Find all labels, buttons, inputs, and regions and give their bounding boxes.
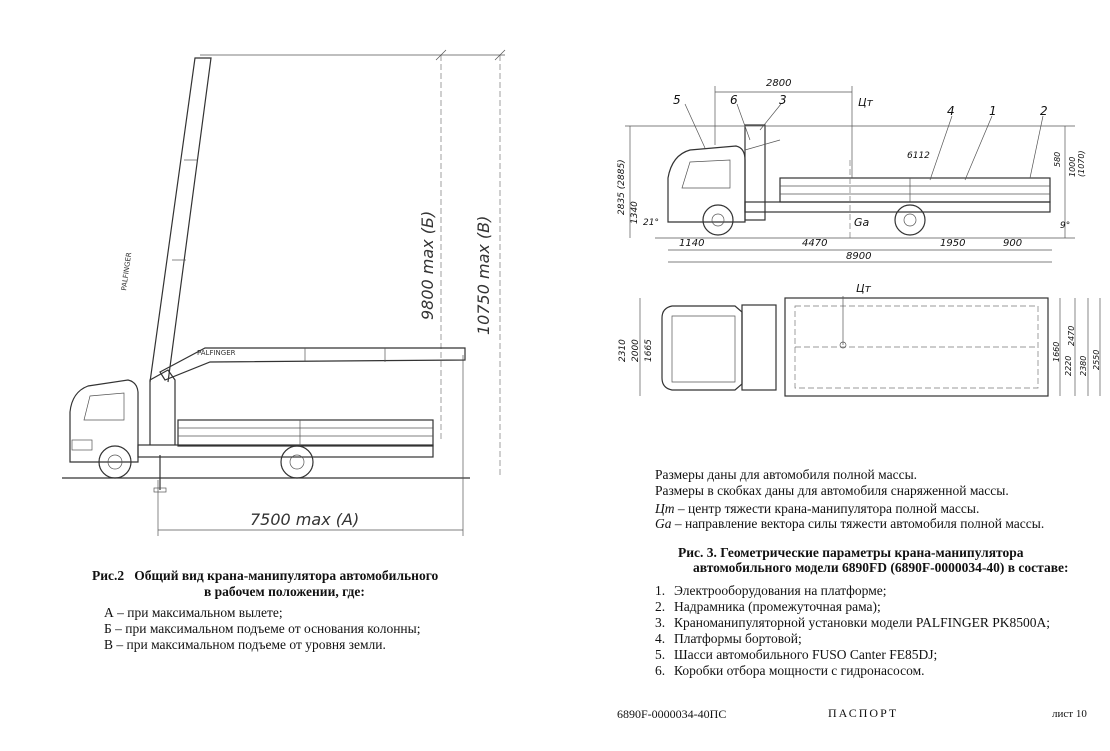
top-crane	[742, 305, 776, 390]
dim-b-label: 9800 max (Б)	[418, 210, 437, 320]
list-item: 1. Электрооборудования на платформе;	[655, 583, 887, 598]
list-item: 5. Шасси автомобильного FUSO Canter FE85DJ;	[655, 647, 938, 662]
fig3-caption-line2: автомобильного модели 6890FD (6890F-0000034-40) в составе:	[693, 560, 1069, 575]
dim-4470: 4470	[802, 238, 828, 249]
brand-arm-label: PALFINGER	[197, 349, 236, 357]
fig2-note-c: В – при максимальном подъеме от уровня земли.	[104, 637, 386, 652]
note-brackets: Размеры в скобках даны для автомобиля снаряженной массы.	[655, 483, 1009, 498]
list-item: 2. Надрамника (промежуточная рама);	[655, 599, 881, 614]
top-cab	[662, 306, 742, 390]
dim-c-label: 10750 max (В)	[474, 215, 493, 335]
fig2-note-b: Б – при максимальном подъеме от основания колонны;	[104, 621, 421, 636]
dim-1665: 1665	[644, 339, 654, 362]
legend-ct	[655, 501, 979, 517]
list-item: 4. Платформы бортовой;	[655, 631, 802, 646]
footer-sheet: лист 10	[1052, 708, 1087, 720]
dim-2380: 2380	[1079, 355, 1088, 376]
gravity-center-top: Цт	[856, 282, 871, 295]
dim-2310: 2310	[618, 339, 628, 362]
legend-ga	[655, 516, 1044, 532]
legend-ct-text: – центр тяжести крана-манипулятора полной массы.	[674, 501, 980, 516]
dim-a-label: 7500 max (А)	[250, 510, 360, 529]
fig2-caption-line2: в рабочем положении, где:	[204, 584, 365, 599]
callout-2: 2	[1040, 104, 1048, 118]
list-item: 6. Коробки отбора мощности с гидронасосом.	[655, 663, 925, 678]
dim-2220: 2220	[1064, 355, 1073, 376]
list-item: 3. Краноманипуляторной установки модели PALFINGER PK8500A;	[655, 615, 1051, 630]
fig2-label: Рис.2	[92, 568, 125, 583]
callout-5: 5	[673, 93, 681, 107]
callout-1: 1	[989, 104, 997, 118]
legend-ga-text: – направление вектора силы тяжести автомобиля полной массы.	[671, 516, 1045, 531]
fig2-title: Общий вид крана-манипулятора автомобильного	[134, 568, 439, 583]
angle-front: 21°	[643, 218, 659, 228]
note-full-mass: Размеры даны для автомобиля полной массы.	[655, 467, 918, 482]
dim-580: 580	[1053, 151, 1062, 167]
dim-1000: 1000 (1070)	[1068, 150, 1086, 177]
dim-1660: 1660	[1052, 341, 1061, 362]
legend-ct-symbol: Цт	[655, 501, 675, 516]
gravity-vector-side: Ga	[854, 216, 870, 229]
footer-doc-code: 6890F-0000034-40ПС	[617, 707, 727, 721]
dim-2000: 2000	[631, 339, 641, 362]
fig2-note-a: А – при максимальном вылете;	[104, 605, 283, 620]
callout-4: 4	[947, 104, 955, 118]
dim-2470: 2470	[1067, 325, 1076, 346]
fig3-caption-line1: Рис. 3. Геометрические параметры крана-манипулятора	[678, 545, 1024, 560]
dim-1140: 1140	[679, 238, 705, 249]
footer-doc-type: ПАСПОРТ	[828, 706, 899, 720]
gravity-center-side: Цт	[858, 96, 873, 109]
fig2-caption-line1	[92, 568, 438, 584]
brand-boom-label: PALFINGER	[120, 251, 134, 292]
parts-list	[655, 583, 1050, 679]
angle-rear: 9°	[1060, 221, 1071, 231]
dim-1950: 1950	[940, 238, 966, 249]
dim-900: 900	[1003, 238, 1023, 249]
legend-ga-symbol: Ga	[655, 516, 672, 531]
callout-3: 3	[779, 93, 787, 107]
dim-1340: 1340	[630, 201, 640, 224]
dim-2550: 2550	[1092, 349, 1101, 370]
dim-6112: 6112	[907, 151, 930, 161]
dim-2800: 2800	[766, 78, 792, 89]
callout-6: 6	[730, 93, 738, 107]
dim-8900: 8900	[846, 251, 872, 262]
dim-2835: 2835 (2885)	[617, 159, 627, 215]
